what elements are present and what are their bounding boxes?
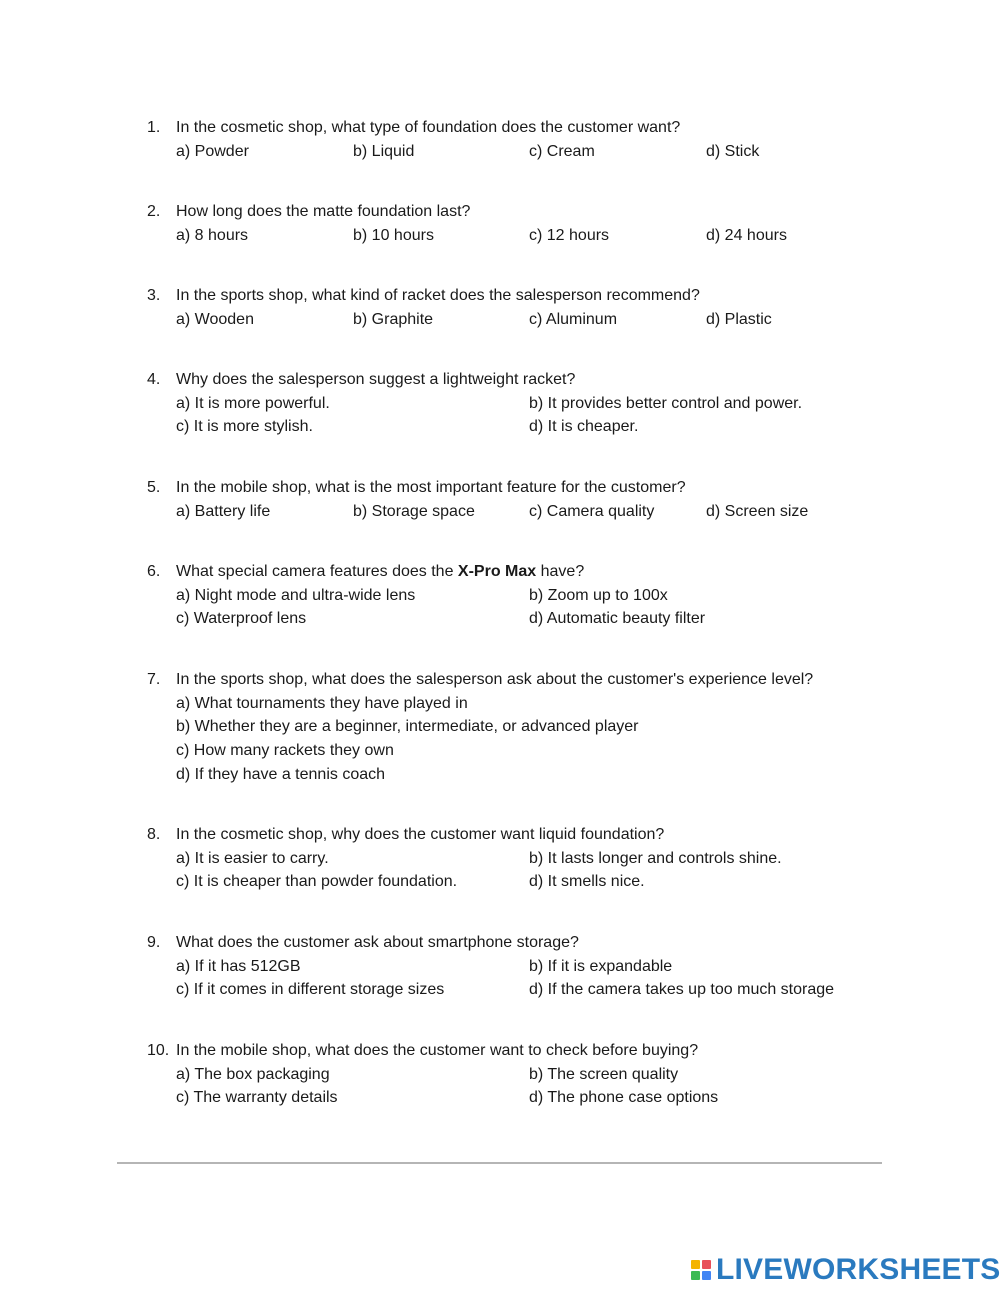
option-b[interactable]: b) It provides better control and power. (529, 395, 803, 412)
question-text (147, 1039, 698, 1063)
option-c[interactable]: c) Waterproof lens (176, 610, 307, 627)
option-b[interactable]: b) If it is expandable (529, 958, 673, 975)
question-prompt: In the mobile shop, what does the customer want to check before buying? (176, 1042, 699, 1059)
option-a[interactable]: a) Battery life (176, 503, 271, 520)
option-d[interactable]: d) The phone case options (529, 1089, 719, 1106)
option-b[interactable]: b) 10 hours (353, 227, 434, 244)
question-text (147, 560, 584, 584)
question-prompt: In the sports shop, what does the salesperson ask about the customer's experience level? (176, 671, 814, 688)
option-d[interactable]: d) Stick (706, 143, 760, 160)
question-number: 9. (147, 934, 161, 951)
question-prompt: In the cosmetic shop, what type of foundation does the customer want? (176, 119, 681, 136)
footer-divider (117, 1162, 882, 1164)
logo-square-icon (702, 1271, 711, 1280)
option-c[interactable]: c) If it comes in different storage sizes (176, 981, 445, 998)
option-b[interactable]: b) Liquid (353, 143, 415, 160)
logo-text: LIVEWORKSHEETS (716, 1253, 1000, 1286)
question-prompt: In the cosmetic shop, why does the customer want liquid foundation? (176, 826, 665, 843)
question-prompt: In the mobile shop, what is the most important feature for the customer? (176, 479, 686, 496)
option-c[interactable]: c) 12 hours (529, 227, 610, 244)
option-c[interactable]: c) Camera quality (529, 503, 655, 520)
question-text (147, 284, 700, 308)
question-prompt: What does the customer ask about smartphone storage? (176, 934, 579, 951)
question-prompt: Why does the salesperson suggest a lightweight racket? (176, 371, 576, 388)
option-b[interactable]: b) Graphite (353, 311, 434, 328)
option-d[interactable]: d) It smells nice. (529, 873, 645, 890)
option-d[interactable]: d) Screen size (706, 503, 809, 520)
question-number: 8. (147, 826, 161, 843)
question-text (147, 476, 686, 500)
option-b[interactable]: b) Storage space (353, 503, 475, 520)
option-a[interactable]: a) Powder (176, 143, 249, 160)
liveworksheets-logo (691, 1253, 1000, 1287)
question-prompt: In the sports shop, what kind of racket does the salesperson recommend? (176, 287, 700, 304)
option-d[interactable]: d) If they have a tennis coach (176, 766, 386, 783)
question-number: 3. (147, 287, 161, 304)
question-number: 5. (147, 479, 161, 496)
option-c[interactable]: c) It is cheaper than powder foundation. (176, 873, 458, 890)
logo-square-icon (691, 1260, 700, 1269)
option-c[interactable]: c) The warranty details (176, 1089, 338, 1106)
option-d[interactable]: d) 24 hours (706, 227, 787, 244)
option-c[interactable]: c) Cream (529, 143, 595, 160)
question-number: 10. (147, 1042, 170, 1059)
option-a[interactable]: a) Night mode and ultra-wide lens (176, 587, 416, 604)
option-a[interactable]: a) Wooden (176, 311, 254, 328)
question-text (147, 200, 470, 224)
option-b[interactable]: b) Zoom up to 100x (529, 587, 668, 604)
option-d[interactable]: d) If the camera takes up too much storage (529, 981, 835, 998)
question-text (147, 368, 575, 392)
logo-square-icon (702, 1260, 711, 1269)
question-number: 1. (147, 119, 161, 136)
option-a[interactable]: a) It is more powerful. (176, 395, 330, 412)
option-c[interactable]: c) It is more stylish. (176, 418, 313, 435)
logo-square-icon (691, 1271, 700, 1280)
option-a[interactable]: a) The box packaging (176, 1066, 330, 1083)
question-number: 6. (147, 563, 161, 580)
logo-mark-icon (691, 1260, 711, 1280)
option-d[interactable]: d) It is cheaper. (529, 418, 639, 435)
question-number: 7. (147, 671, 161, 688)
option-d[interactable]: d) Plastic (706, 311, 772, 328)
product-name: X-Pro Max (457, 563, 537, 580)
option-a[interactable]: a) If it has 512GB (176, 958, 301, 975)
question-number: 4. (147, 371, 161, 388)
question-text (147, 931, 579, 955)
option-b[interactable]: b) It lasts longer and controls shine. (529, 850, 782, 867)
question-text (147, 668, 813, 692)
question-number: 2. (147, 203, 161, 220)
option-c[interactable]: c) How many rackets they own (176, 742, 394, 759)
option-a[interactable]: a) It is easier to carry. (176, 850, 329, 867)
option-d[interactable]: d) Automatic beauty filter (529, 610, 706, 627)
question-text (147, 116, 680, 140)
option-b[interactable]: b) The screen quality (529, 1066, 679, 1083)
option-a[interactable]: a) What tournaments they have played in (176, 695, 468, 712)
option-a[interactable]: a) 8 hours (176, 227, 249, 244)
option-b[interactable]: b) Whether they are a beginner, intermediate, or advanced player (176, 718, 639, 735)
question-prompt-start: What special camera features does the (176, 563, 458, 580)
question-prompt: How long does the matte foundation last? (176, 203, 471, 220)
question-text (147, 823, 664, 847)
question-prompt-end: have? (536, 563, 585, 580)
option-c[interactable]: c) Aluminum (529, 311, 618, 328)
